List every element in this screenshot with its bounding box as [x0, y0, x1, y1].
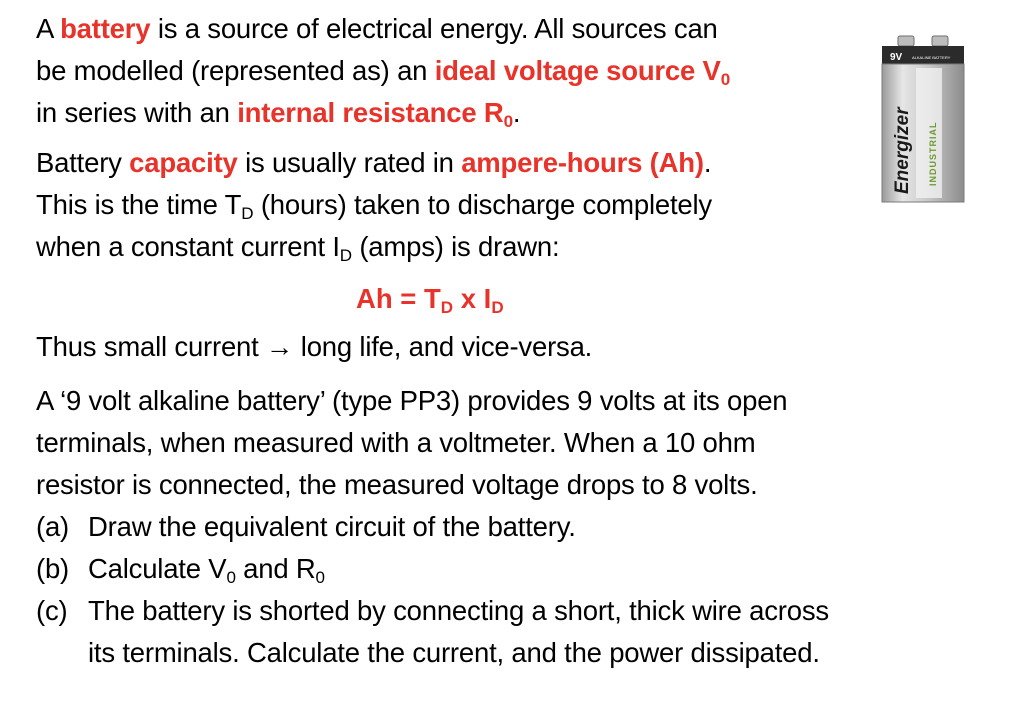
- text-line: terminals, when measured with a voltmeter. When a 10 ohm: [36, 427, 756, 458]
- highlight-battery: battery: [60, 13, 151, 44]
- question-c: [36, 590, 829, 674]
- question-list: [36, 506, 829, 674]
- paragraph-battery-definition: [36, 8, 730, 134]
- text-line: in series with an internal resistance $R_0$.: [36, 97, 521, 131]
- battery-line-label: INDUSTRIAL: [928, 121, 938, 186]
- battery-image: [880, 34, 966, 204]
- text-line: when a constant current $I_D$ (amps) is drawn:: [36, 231, 560, 265]
- paragraph-problem: [36, 380, 787, 506]
- battery-terminal: [932, 36, 948, 46]
- list-marker: (b): [36, 553, 70, 584]
- list-marker: (c): [36, 595, 68, 626]
- text-line: This is the time $T_D$ (hours) taken to discharge completely: [36, 189, 712, 223]
- question-a: [36, 506, 829, 548]
- paragraph-capacity: [36, 142, 712, 268]
- question-text: Calculate $V_0$ and $R_0$: [88, 553, 325, 587]
- formula-ampere-hours: $Ah = T_D$ x $I_D$: [356, 283, 504, 317]
- battery-voltage-label: 9V: [890, 52, 903, 63]
- text-line: be modelled (represented as) an ideal voltage source $V_0$: [36, 55, 730, 89]
- highlight-ideal-voltage-source: ideal voltage source $V_0$: [434, 55, 730, 89]
- text-line: A battery is a source of electrical energy. All sources can: [36, 13, 718, 44]
- question-text: The battery is shorted by connecting a short, thick wire across its terminals. Calculate the current, and the power dissipated.: [88, 595, 829, 668]
- text-line: A ‘9 volt alkaline battery’ (type PP3) provides 9 volts at its open: [36, 385, 788, 416]
- text-line: resistor is connected, the measured voltage drops to 8 volts.: [36, 469, 758, 500]
- paragraph-thus: Thus small current → long life, and vice-versa.: [36, 331, 593, 362]
- question-text: Draw the equivalent circuit of the battery.: [88, 511, 576, 542]
- battery-terminal: [898, 36, 914, 46]
- text-line: Battery capacity is usually rated in ampere-hours (Ah).: [36, 147, 712, 178]
- battery-brand-logo: Energizer: [892, 107, 913, 194]
- highlight-ampere-hours: ampere-hours (Ah): [461, 147, 704, 178]
- highlight-capacity: capacity: [129, 147, 238, 178]
- battery-type-label: ALKALINE BATTERY: [912, 55, 951, 60]
- right-arrow-icon: →: [266, 331, 294, 362]
- question-b: [36, 548, 829, 590]
- highlight-internal-resistance: internal resistance $R_0$: [237, 97, 513, 131]
- list-marker: (a): [36, 511, 70, 542]
